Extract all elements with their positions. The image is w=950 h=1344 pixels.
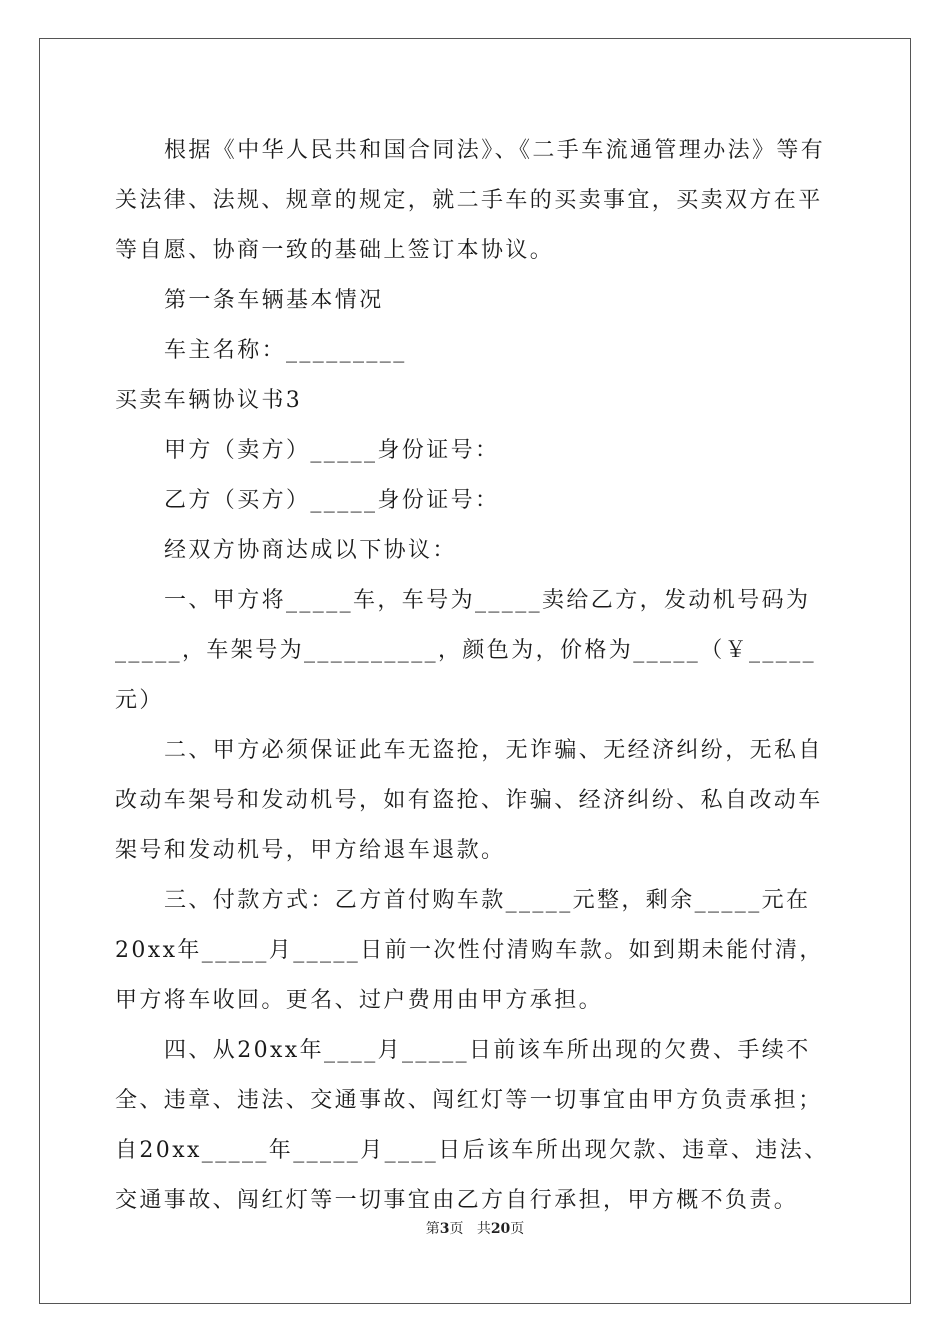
footer-page-unit: 页 [449,1221,464,1237]
footer-prefix: 第 [425,1221,440,1237]
footer-total-unit: 页 [510,1221,525,1237]
paragraph-owner-name: 车主名称：_________ [164,338,407,363]
footer-total-pages: 20 [490,1221,511,1237]
paragraph-party-b: 乙方（买方）_____身份证号： [164,488,500,513]
document-body [115,126,833,1226]
page-footer [0,1218,950,1238]
footer-total-prefix: 共 [476,1221,491,1237]
paragraph-clause-4: 四、从20xx年____月_____日前该车所出现的欠费、手续不全、违章、违法、交通事故、闯红灯等一切事宜由甲方负责承担；自20xx_____年_____月____日后该车所出现欠款、违章、违法、交通事故、闯红灯等一切事宜由乙方自行承担，甲方概不负责。 [115,1038,829,1213]
paragraph-agreement-title: 买卖车辆协议书3 [115,388,303,413]
paragraph-intro: 根据《中华人民共和国合同法》、《二手车流通管理办法》等有关法律、法规、规章的规定，就二手车的买卖事宜，买卖双方在平等自愿、协商一致的基础上签订本协议。 [115,138,826,263]
paragraph-agreement-intro: 经双方协商达成以下协议： [164,538,457,563]
paragraph-clause-2: 二、甲方必须保证此车无盗抢，无诈骗、无经济纠纷，无私自改动车架号和发动机号，如有盗抢、诈骗、经济纠纷、私自改动车架号和发动机号，甲方给退车退款。 [115,738,823,863]
paragraph-party-a: 甲方（卖方）_____身份证号： [164,438,500,463]
paragraph-section-1-title: 第一条车辆基本情况 [164,288,384,313]
paragraph-clause-3: 三、付款方式：乙方首付购车款_____元整，剩余_____元在20xx年_____月_____日前一次性付清购车款。如到期未能付清，甲方将车收回。更名、过户费用由甲方承担。 [115,888,824,1013]
footer-current-page: 3 [439,1221,450,1237]
paragraph-clause-1: 一、甲方将_____车，车号为_____卖给乙方，发动机号码为_____，车架号为__________，颜色为，价格为_____（￥_____元） [115,588,817,713]
